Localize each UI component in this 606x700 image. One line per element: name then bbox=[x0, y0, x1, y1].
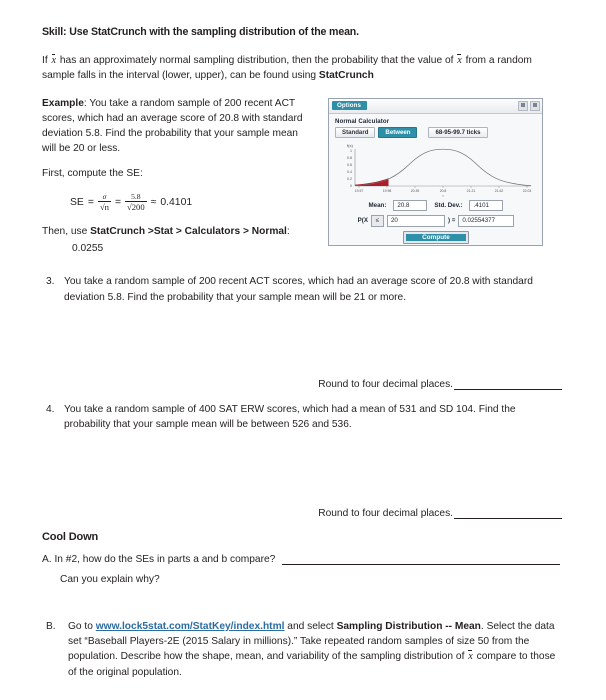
sd-input[interactable]: .4101 bbox=[469, 200, 503, 211]
probability-row bbox=[335, 215, 537, 226]
statcrunch-mention: StatCrunch bbox=[318, 70, 374, 82]
intro-paragraph bbox=[42, 53, 564, 84]
statcrunch-dialog[interactable] bbox=[328, 98, 543, 246]
svg-text:20.39: 20.39 bbox=[410, 188, 420, 193]
equals-sign-1: = bbox=[87, 196, 94, 208]
calculator-tabs bbox=[335, 127, 537, 138]
mean-sd-row bbox=[335, 200, 537, 211]
cool-down-item-a bbox=[42, 554, 564, 565]
statkey-link[interactable]: www.lock5stat.com/StatKey/index.html bbox=[95, 620, 285, 632]
svg-text:20.8: 20.8 bbox=[439, 188, 447, 193]
example-answer: 0.0255 bbox=[72, 243, 104, 255]
x-bar-symbol: x bbox=[51, 54, 57, 66]
svg-text:19.98: 19.98 bbox=[382, 188, 392, 193]
svg-text:22.03: 22.03 bbox=[522, 188, 532, 193]
svg-text:x: x bbox=[442, 193, 444, 197]
compute-button[interactable]: Compute bbox=[403, 231, 469, 244]
question-4 bbox=[42, 402, 564, 433]
example-body bbox=[42, 96, 314, 156]
cool-down-b-rest: . Select the data set “Baseball Players-2E (2015 Salary in millions).” Take repeated random samples of size 50 from the population. Describe how the shape, mean, and variability of the sampling distribution of bbox=[68, 620, 555, 663]
example-block bbox=[42, 96, 564, 257]
tab-between[interactable]: Between bbox=[378, 127, 417, 138]
menu-path: StatCrunch >Stat > Calculators > Normal bbox=[90, 226, 287, 238]
fraction-numerator-sigma: σ bbox=[102, 191, 107, 201]
cool-down-b-text bbox=[68, 619, 564, 680]
options-button[interactable]: Options bbox=[332, 101, 367, 110]
sampling-distribution-mean-label: Sampling Distribution -- Mean bbox=[336, 620, 481, 632]
example-body-text: You take a random sample of 200 recent ACT scores, which had an average score of 20.8 with standard deviation 5.8. Find the probability that your sample mean will be 20 or less. bbox=[42, 97, 303, 155]
question-3 bbox=[42, 274, 564, 305]
fraction-numerator-58: 5.8 bbox=[131, 191, 141, 201]
cool-down-a-subtext: Can you explain why? bbox=[60, 573, 160, 585]
minimize-icon[interactable] bbox=[518, 101, 528, 111]
se-formula bbox=[42, 191, 314, 213]
svg-text:0.6: 0.6 bbox=[347, 162, 352, 167]
example-text bbox=[42, 96, 314, 257]
question-4-number: 4. bbox=[46, 404, 55, 416]
sd-label: Std. Dev.: bbox=[434, 201, 463, 209]
fraction-58-over-sqrt-200 bbox=[125, 193, 147, 212]
svg-text:21.21: 21.21 bbox=[466, 188, 476, 193]
then-use-line bbox=[42, 224, 314, 239]
x-bar-symbol-3: x bbox=[468, 651, 473, 663]
probability-prefix: P(X bbox=[357, 217, 368, 225]
dialog-body bbox=[329, 114, 542, 245]
fraction-denominator-sqrt-200: √200 bbox=[127, 202, 145, 213]
se-label: SE bbox=[70, 196, 84, 208]
page-title: Skill: Use StatCrunch with the sampling distribution of the mean. bbox=[42, 26, 359, 38]
bound-input[interactable]: 20 bbox=[387, 215, 445, 226]
cool-down-b-number: B. bbox=[46, 620, 56, 632]
svg-text:19.57: 19.57 bbox=[354, 188, 364, 193]
then-prefix: Then, use bbox=[42, 226, 91, 238]
round-instruction-3: Round to four decimal places. bbox=[318, 379, 453, 391]
svg-text:f(x): f(x) bbox=[347, 142, 353, 148]
cool-down-a-text: A. In #2, how do the SEs in parts a and b compare? bbox=[42, 553, 276, 565]
round-instruction-4: Round to four decimal places. bbox=[318, 507, 453, 519]
calculator-fields bbox=[335, 200, 537, 244]
dialog-title-bar bbox=[329, 99, 542, 114]
svg-text:1: 1 bbox=[350, 148, 352, 153]
intro-text-1: If bbox=[42, 54, 51, 66]
cool-down-b-mid: and select bbox=[284, 620, 337, 632]
tab-standard[interactable]: Standard bbox=[335, 127, 375, 138]
svg-text:0: 0 bbox=[350, 183, 352, 188]
cool-down-item-b bbox=[42, 619, 564, 680]
x-bar-symbol-2: x bbox=[457, 54, 462, 66]
round-line-4 bbox=[42, 508, 564, 519]
answer-blank-4[interactable] bbox=[454, 508, 562, 519]
probability-mid: ) = bbox=[447, 217, 456, 225]
svg-text:0.8: 0.8 bbox=[347, 155, 352, 160]
cool-down-title: Cool Down bbox=[42, 530, 99, 543]
question-3-text: You take a random sample of 200 recent ACT scores, which had an average score of 20.8 with standard deviation 5.8. Find the probability that your sample mean will be 21 or more. bbox=[64, 276, 533, 303]
svg-text:0.2: 0.2 bbox=[347, 176, 352, 181]
round-line-3 bbox=[42, 379, 564, 390]
cool-down-b-tail: compare to those of the original population. bbox=[68, 651, 556, 678]
fraction-denominator-sqrt-n: √n bbox=[99, 202, 109, 213]
svg-text:21.62: 21.62 bbox=[494, 188, 504, 193]
normal-distribution-plot bbox=[335, 141, 533, 197]
mean-input[interactable]: 20.8 bbox=[393, 200, 427, 211]
ticks-button[interactable]: 68-95-99.7 ticks bbox=[428, 127, 487, 138]
cool-down-a-blank[interactable] bbox=[282, 554, 560, 565]
example-label: Example bbox=[42, 97, 84, 109]
se-result-value: 0.4101 bbox=[160, 196, 193, 208]
operator-select[interactable]: ≤ bbox=[371, 215, 384, 226]
intro-text-3: from a random sample falls in the interval (lower, upper), can be found using bbox=[42, 54, 532, 82]
cool-down-b-prefix: Go to bbox=[68, 620, 96, 632]
svg-text:0.4: 0.4 bbox=[347, 169, 352, 174]
first-compute-line: First, compute the SE: bbox=[42, 168, 143, 180]
question-4-text: You take a random sample of 400 SAT ERW scores, which had a mean of 531 and SD 104. Find the probability that your sample mean will be between 526 and 536. bbox=[64, 404, 516, 431]
intro-text-2: has an approximately normal sampling distribution, then the probability that the value of bbox=[57, 54, 457, 66]
example-label-sep: : bbox=[83, 97, 90, 109]
equals-sign-2: = bbox=[114, 196, 122, 208]
fraction-sigma-over-sqrt-n bbox=[98, 193, 111, 212]
answer-blank-3[interactable] bbox=[454, 379, 562, 390]
then-suffix: : bbox=[286, 226, 290, 238]
question-3-number: 3. bbox=[46, 276, 55, 288]
result-output: 0.02554377 bbox=[458, 215, 514, 226]
calculator-heading: Normal Calculator bbox=[335, 117, 390, 125]
close-icon[interactable] bbox=[530, 101, 540, 111]
window-controls bbox=[518, 101, 540, 111]
page-content bbox=[42, 26, 564, 680]
mean-label: Mean: bbox=[368, 201, 387, 209]
compute-row bbox=[335, 231, 537, 244]
approx-sign: ≈ bbox=[150, 196, 157, 208]
